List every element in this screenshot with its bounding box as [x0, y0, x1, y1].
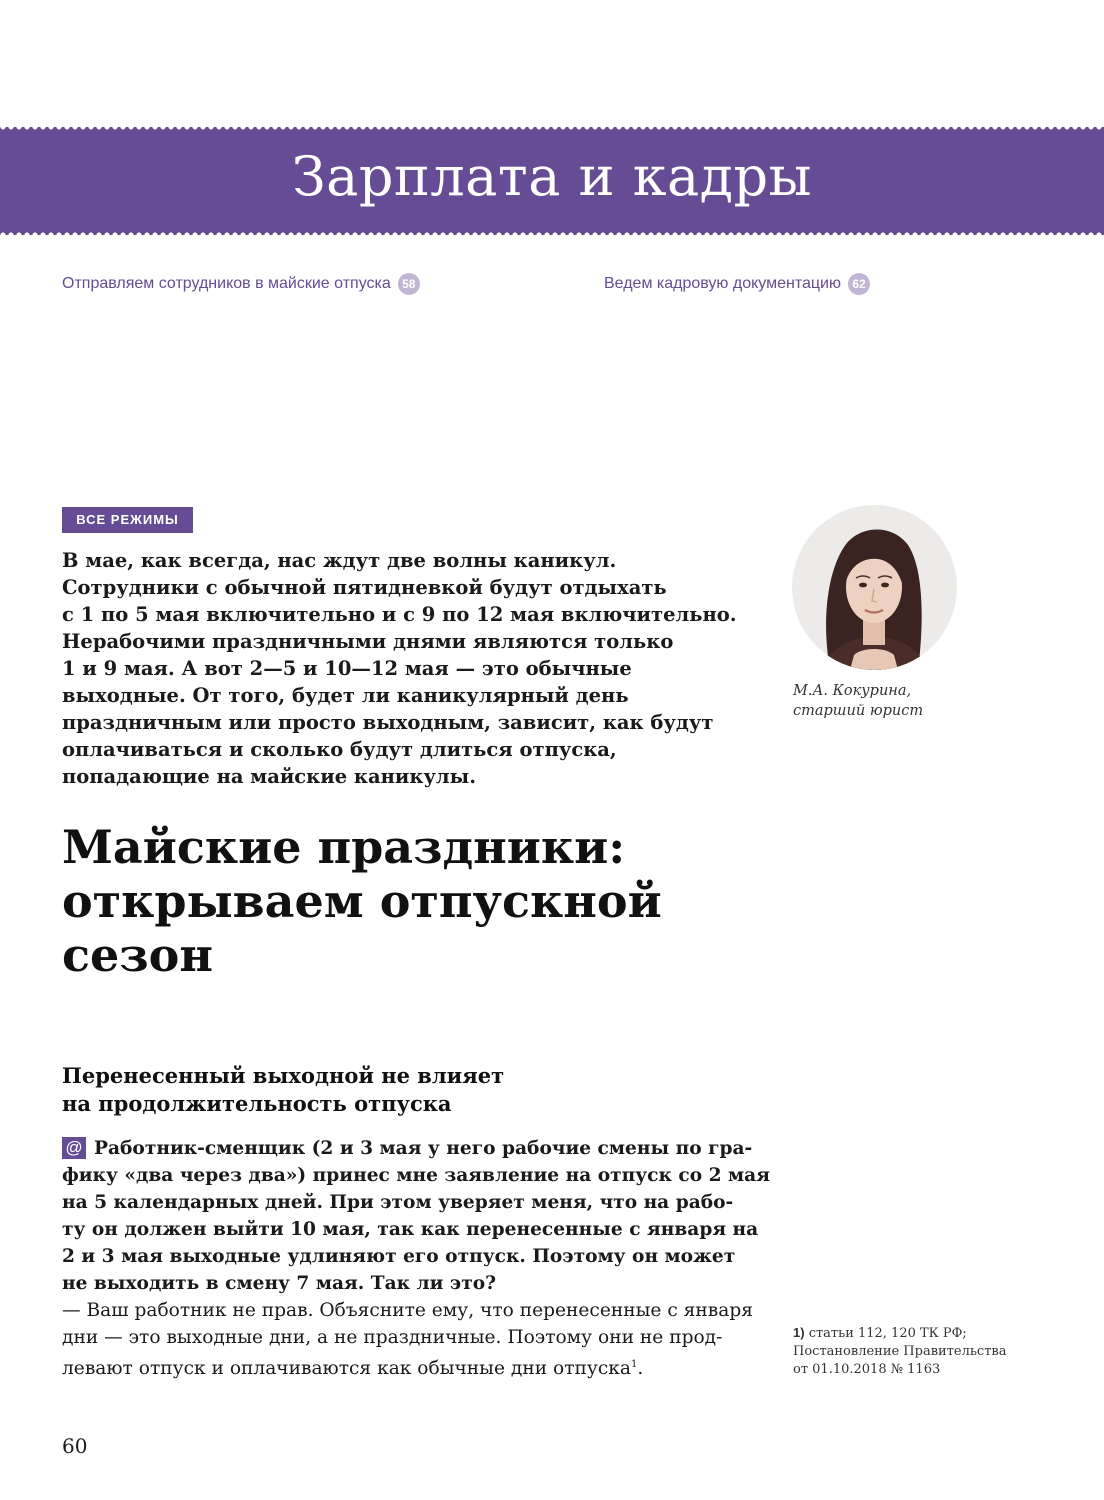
lead-line: выходные. От того, будет ли каникулярный день — [62, 684, 629, 707]
footnote-text: статьи 112, 120 ТК РФ; — [804, 1326, 967, 1341]
author-name: М.А. Кокурина, — [793, 683, 912, 699]
nav-link-hr-docs[interactable] — [604, 273, 870, 295]
answer-line: — Ваш работник не прав. Объясните ему, что перенесенные с января — [62, 1300, 753, 1321]
answer-line — [62, 1351, 762, 1382]
question-line: на 5 календарных дней. При этом уверяет меня, что на рабо- — [62, 1192, 734, 1213]
question-line: фику «два через два») принес мне заявление на отпуск со 2 мая — [62, 1165, 770, 1186]
headline-line: Майские праздники: — [62, 820, 626, 874]
lead-line: попадающие на майские каникулы. — [62, 765, 477, 788]
subhead-line: Перенесенный выходной не влияет — [62, 1063, 505, 1088]
footnote-line — [793, 1324, 1006, 1343]
footnote-marker: 1) — [793, 1325, 805, 1340]
answer-line-text: левают отпуск и оплачиваются как обычные дни отпуска — [62, 1358, 631, 1379]
lead-line: оплачиваться и сколько будут длиться отпуска, — [62, 738, 617, 761]
footnote-reference[interactable]: 1 — [630, 1359, 638, 1370]
author-caption — [793, 681, 923, 721]
answer-line-end: . — [637, 1358, 644, 1379]
lead-line: Сотрудники с обычной пятидневкой будут отдыхать — [62, 576, 667, 599]
question-line: не выходить в смену 7 мая. Так ли это? — [62, 1273, 497, 1294]
tax-regime-tag: ВСЕ РЕЖИМЫ — [62, 507, 193, 533]
headline-line: открываем отпускной — [62, 874, 662, 928]
section-banner — [0, 127, 1104, 235]
footnote-line: Постановление Правительства — [793, 1344, 1007, 1359]
author-portrait-illustration — [792, 505, 957, 670]
email-at-icon: @ — [62, 1137, 86, 1159]
lead-line: с 1 по 5 мая включительно и с 9 по 12 мая включительно. — [62, 603, 737, 626]
page-number: 60 — [62, 1434, 88, 1458]
question-line: 2 и 3 мая выходные удлиняют его отпуск. Поэтому он может — [62, 1246, 736, 1267]
lead-paragraph — [62, 547, 752, 790]
question-line: ту он должен выйти 10 мая, так как перенесенные с января на — [62, 1219, 759, 1240]
lead-line: 1 и 9 мая. А вот 2—5 и 10—12 мая — это обычные — [62, 657, 632, 680]
section-title: Зарплата и кадры — [291, 145, 813, 208]
page-number-badge: 58 — [398, 273, 420, 295]
subhead-line: на продолжительность отпуска — [62, 1091, 452, 1116]
nav-link-label: Ведем кадровую документацию — [604, 275, 841, 292]
expert-answer — [62, 1297, 762, 1382]
lead-line: В мае, как всегда, нас ждут две волны каникул. — [62, 549, 617, 572]
author-position: старший юрист — [793, 703, 924, 719]
nav-link-label: Отправляем сотрудников в майские отпуска — [62, 275, 391, 292]
nav-link-may-vacations[interactable] — [62, 273, 420, 295]
question-line-text: Работник-сменщик (2 и 3 мая у него рабочие смены по гра- — [94, 1138, 753, 1159]
author-photo — [792, 505, 957, 670]
lead-line: праздничным или просто выходным, зависит, как будут — [62, 711, 714, 734]
footnote-line: от 01.10.2018 № 1163 — [793, 1362, 941, 1377]
footnote — [793, 1324, 1006, 1379]
article-headline — [62, 820, 662, 982]
lead-line: Нерабочими праздничными днями являются только — [62, 630, 674, 653]
headline-line: сезон — [62, 928, 213, 982]
page-number-badge: 62 — [848, 273, 870, 295]
answer-line: дни — это выходные дни, а не праздничные. Поэтому они не прод- — [62, 1327, 723, 1348]
article-subheading — [62, 1062, 504, 1118]
reader-question — [62, 1135, 770, 1297]
question-line — [62, 1135, 762, 1162]
